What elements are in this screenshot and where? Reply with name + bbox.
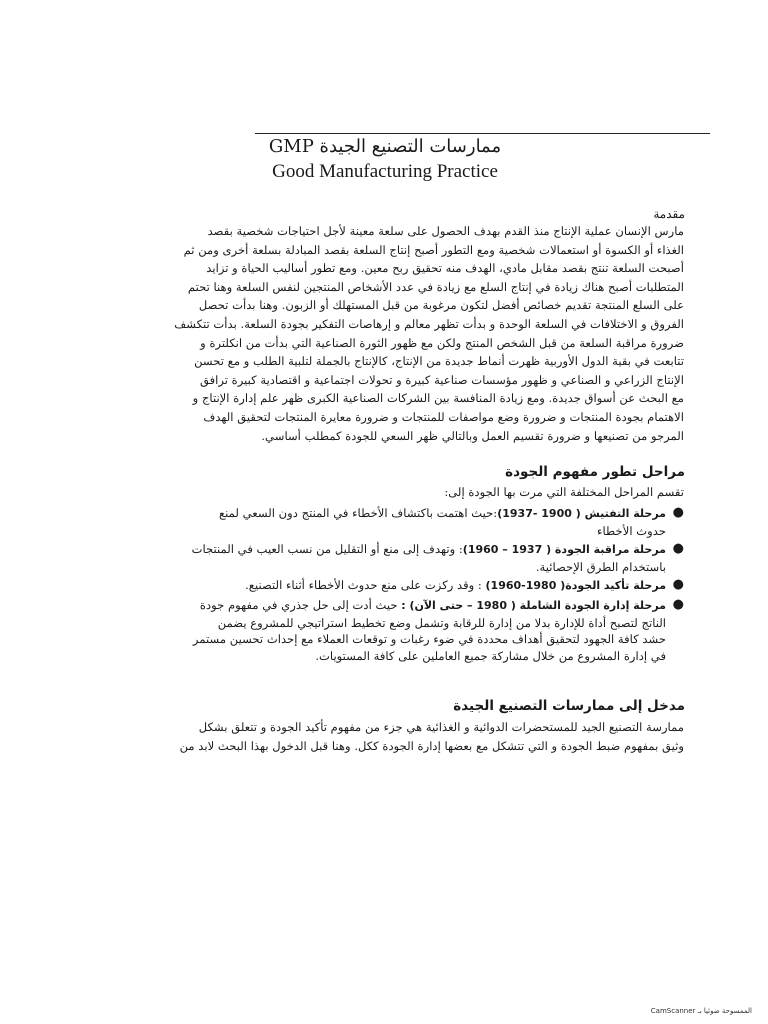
intro-line: مع البحث عن أسواق جديدة. ومع زيادة المنافسة بين الشركات الصناعية الكبرى ظهر علم إدارة الإنتاج و <box>192 391 684 406</box>
stage-name: مرحلة مراقبة الجودة ( 1937 – 1960) <box>462 543 666 557</box>
stage-description: الناتج لتصبح أداة للإدارة بدلا من إدارة للرقابة وتشمل وضع تخطيط استراتيجي للمشروع يضمن <box>217 615 666 630</box>
bullet-icon: ● <box>672 541 684 557</box>
intro-heading: مقدمة <box>653 207 685 221</box>
stage-line <box>88 631 666 648</box>
intro-line: ضرورة مراقبة السلعة من قبل الشخص المنتج ولكن مع ظهور الثورة الصناعية التي بدأت من انكلترة و <box>200 335 684 350</box>
stage-line <box>88 559 666 576</box>
stage-item <box>88 597 688 664</box>
stage-name: مرحلة إدارة الجودة الشاملة ( 1980 – حتى الآن) : <box>401 598 666 612</box>
stage-name: مرحلة تأكيد الجودة( 1980-1960) <box>485 579 666 593</box>
stage-description: : وقد ركزت على منع حدوث الأخطاء أثناء التصنيع. <box>245 578 486 593</box>
stage-line <box>88 505 666 523</box>
stage-name: مرحلة التفتيش ( 1900 -1937) <box>497 507 666 520</box>
stages-list <box>88 505 688 666</box>
stages-intro-text: تقسم المراحل المختلفة التي مرت بها الجودة إلى: <box>444 485 684 499</box>
stage-description: باستخدام الطرق الإحصائية. <box>535 559 666 574</box>
gmp-line: وثيق بمفهوم ضبط الجودة و التي تتشكل مع بعضها إدارة الجودة ككل. وهنا قبل الدخول بهذا البحث لابد من <box>179 738 684 753</box>
stage-description: حشد كافة الجهود لتحقيق أهداف محددة في ضوء رغبات و توقعات العملاء مع إحداث تحسين مستمر <box>192 632 666 647</box>
stage-description: حدوث الأخطاء <box>597 523 666 538</box>
stage-item <box>88 541 688 575</box>
intro-line: الإنتاج الزراعي و الصناعي و ظهور مؤسسات صناعية كبيرة و تحولات اجتماعية و اقتصادية كبيرة ترافق <box>199 372 684 387</box>
intro-line: مارس الإنسان عملية الإنتاج منذ القدم بهدف الحصول على سلعة معينة لأجل احتياجات شخصية بقصد <box>207 224 684 238</box>
stage-line <box>88 615 666 632</box>
intro-line: أصبحت السلعة تنتج بقصد مقابل مادي، الهدف منه تحقيق ربح معين. ومع تطور أساليب الحياة و تزايد <box>206 261 684 276</box>
intro-paragraph <box>88 222 684 445</box>
intro-line: الاهتمام بجودة المنتجات و ضرورة وضع مواصفات للمنتجات و ضرورة معايرة المنتجات لتحقيق الهدف <box>203 409 684 424</box>
bullet-icon: ● <box>672 577 684 593</box>
gmp-heading: مدخل إلى ممارسات التصنيع الجيدة <box>453 698 685 714</box>
stage-line <box>88 523 666 540</box>
intro-line: تتابعت في بقية الدول الأوربية ظهرت أنماط جديدة من الإنتاج، كالإنتاج بالجملة لتلبية الطلب و مع تحسن <box>194 354 684 369</box>
stages-heading: مراحل تطور مفهوم الجودة <box>505 464 685 480</box>
stage-line <box>88 541 666 559</box>
stage-item <box>88 505 688 539</box>
intro-line: المرجو من تصنيعها و ضرورة تقسيم العمل وبالتالي ظهر السعي للجودة كمطلب أساسي. <box>261 428 684 443</box>
stage-description: في إدارة المشروع من خلال مشاركة جميع العاملين على كافة المستويات. <box>315 648 666 663</box>
page-title-arabic: ممارسات التصنيع الجيدة GMP <box>268 136 502 157</box>
stage-line <box>88 648 666 665</box>
stage-item <box>88 577 688 595</box>
stage-description: : وتهدف إلى منع أو التقليل من نسب العيب في المنتجات <box>191 542 463 557</box>
stage-line <box>88 597 666 615</box>
scanner-footer: CamScanner الممسوحة ضوئيا بـ <box>650 1007 752 1015</box>
stage-description: :حيث اهتمت باكتشاف الأخطاء في المنتج دون السعي لمنع <box>219 506 498 520</box>
title-rule <box>255 133 710 134</box>
stage-description: حيث أدت إلى حل جذري في مفهوم جودة <box>199 597 402 612</box>
intro-line: المتطلبات أصبح هناك زيادة في إنتاج السلع مع زيادة في عدد الأشخاص المنتجين لنفس السلعة وهنا تحتم <box>187 279 684 294</box>
bullet-icon: ● <box>672 596 684 612</box>
page-title-english: Good Manufacturing Practice <box>272 161 498 182</box>
intro-line: على السلع المنتجة تقديم خصائص أفضل لتكون مرغوبة من قبل المستهلك أو الزبون. وهنا بدأت تحصل <box>198 298 684 313</box>
intro-line: الفروق و الاختلافات في السلعة الوحدة و بدأت تظهر معالم و إرهاصات التفكير بجودة السلعة. بدأت تتكشف <box>174 316 684 331</box>
gmp-paragraph <box>88 718 684 755</box>
intro-line: الغذاء أو الكسوة أو استعمالات شخصية ومع التطور أصبح إنتاج السلعة بقصد المبادلة بسلعة أخرى ومن ثم <box>183 242 684 257</box>
stage-line <box>88 577 666 595</box>
stages-intro <box>88 483 684 502</box>
gmp-line: ممارسة التصنيع الجيد للمستحضرات الدوائية و الغذائية هي جزء من مفهوم تأكيد الجودة و تتعلق بشكل <box>198 720 684 734</box>
bullet-icon: ● <box>672 505 684 520</box>
